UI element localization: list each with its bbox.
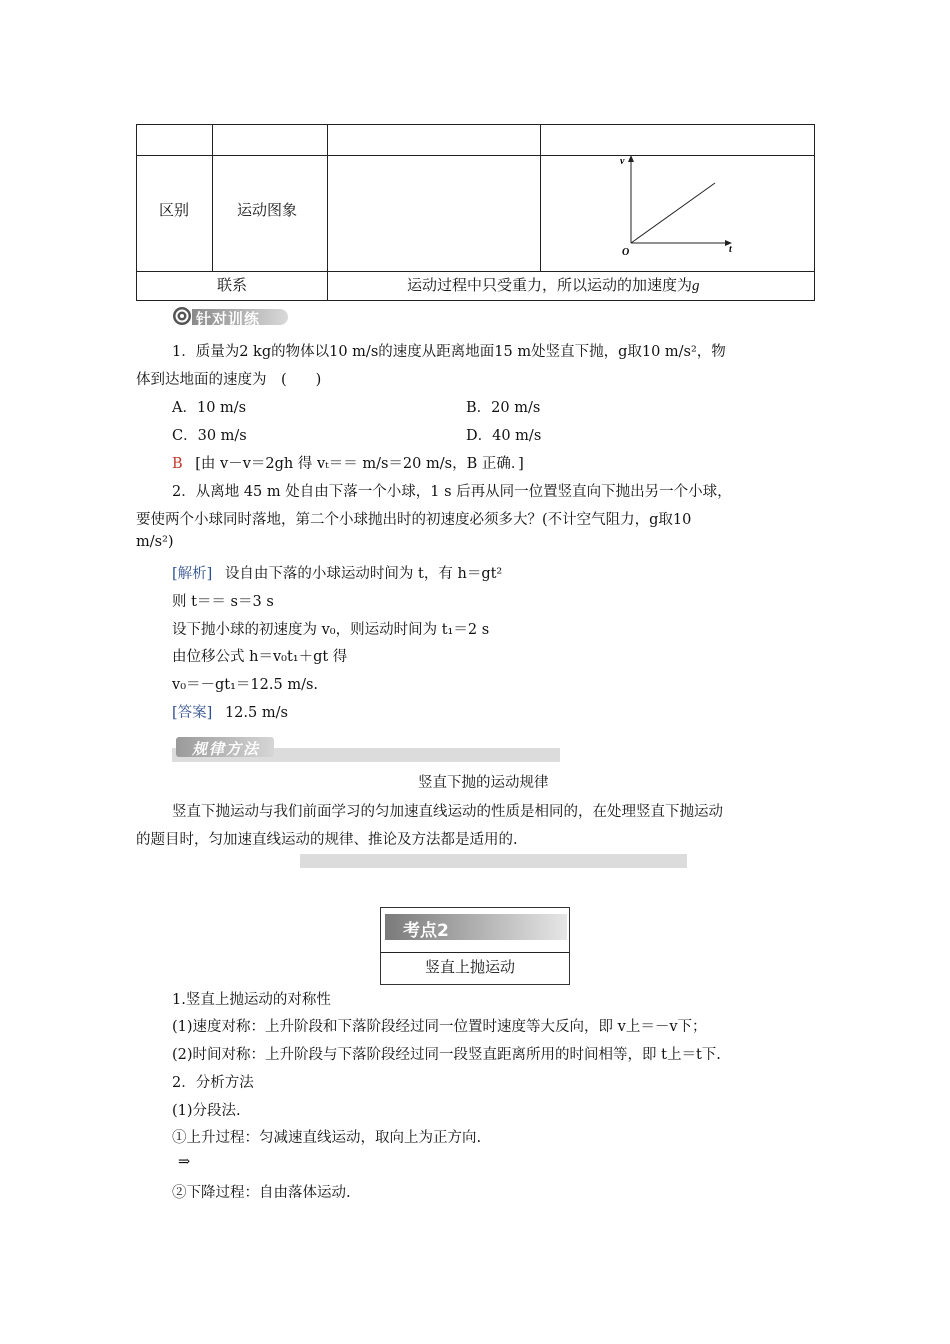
section-symmetry-2: (2)时间对称：上升阶段与下落阶段经过同一段竖直距离所用的时间相等，即 t上＝t下. bbox=[172, 1047, 721, 1063]
method-end-line bbox=[300, 854, 687, 868]
table-col-divider bbox=[212, 125, 213, 271]
jiexi-label: [解析] bbox=[172, 566, 213, 582]
q1-option-a: A．10 m/s bbox=[172, 400, 247, 416]
q2-solution-line1: [解析] 设自由下落的小球运动时间为 t，有 h＝gt² bbox=[172, 566, 503, 582]
kaodian-label: 考点2 bbox=[403, 921, 449, 941]
method-segment-fall: ②下降过程：自由落体运动. bbox=[172, 1185, 351, 1201]
q2-stem-line3: m/s²) bbox=[136, 534, 174, 550]
q2-solution-line3: 设下抛小球的初速度为 v₀，则运动时间为 t₁＝2 s bbox=[172, 622, 490, 638]
g-var: g bbox=[692, 278, 700, 294]
q2-solution-line2: 则 t＝＝ s＝3 s bbox=[172, 594, 274, 610]
q2-answer: [答案] 12.5 m/s bbox=[172, 705, 288, 721]
method-banner-label: 规律方法 bbox=[192, 740, 261, 758]
table-row-divider bbox=[137, 271, 814, 272]
method-title: 竖直下抛的运动规律 bbox=[418, 775, 549, 791]
q2-solution-line4: 由位移公式 h＝v₀t₁＋gt 得 bbox=[172, 649, 348, 665]
method-segment: (1)分段法. bbox=[172, 1103, 241, 1119]
q2-stem-line1: 2．从离地 45 m 处自由下落一个小球，1 s 后再从同一位置竖直向下抛出另一个小球， bbox=[172, 484, 732, 500]
training-banner-label: 针对训练 bbox=[196, 310, 261, 328]
q1-stem-line1: 1．质量为2 kg的物体以10 m/s的速度从距离地面15 m处竖直下抛，g取10 m/s²，物 bbox=[172, 344, 726, 360]
method-segment-rise: ①上升过程：匀减速直线运动，取向上为正方向. bbox=[172, 1130, 482, 1146]
kaodian-divider bbox=[381, 952, 569, 953]
row-label: 区别 bbox=[159, 201, 190, 219]
table-col-divider bbox=[327, 125, 328, 301]
method-para-line2: 的题目时，匀加速直线运动的规律、推论及方法都是适用的. bbox=[136, 832, 518, 848]
q1-answer bbox=[172, 452, 524, 473]
answer-label: [答案] bbox=[172, 705, 213, 721]
q1-option-d: D．40 m/s bbox=[466, 428, 542, 444]
implies-arrow: ⇒ bbox=[178, 1154, 191, 1170]
q1-option-b: B．20 m/s bbox=[466, 400, 541, 416]
kaodian-box bbox=[380, 907, 570, 985]
origin-label: O bbox=[622, 247, 630, 258]
comparison-table bbox=[136, 124, 815, 301]
link-label: 联系 bbox=[217, 276, 248, 294]
kaodian-title: 竖直上抛运动 bbox=[425, 958, 516, 976]
q1-option-c: C．30 m/s bbox=[172, 428, 247, 444]
training-banner bbox=[172, 307, 288, 328]
motion-graph-label: 运动图象 bbox=[237, 201, 298, 219]
q1-answer-explain: [由 v－v＝2gh 得 vₜ＝＝ m/s＝20 m/s，B 正确．] bbox=[195, 456, 524, 472]
link-text: 运动过程中只受重力，所以运动的加速度为g bbox=[407, 276, 700, 294]
table-col-divider bbox=[540, 125, 541, 271]
q1-answer-letter: B bbox=[172, 456, 183, 472]
t-axis-label: t bbox=[729, 244, 732, 255]
method-para-line1: 竖直下抛运动与我们前面学习的匀加速直线运动的性质是相同的，在处理竖直下抛运动 bbox=[172, 804, 723, 820]
target-icon bbox=[172, 306, 192, 326]
q1-stem-line2: 体到达地面的速度为 ( ) bbox=[136, 372, 322, 388]
q2-stem-line2: 要使两个小球同时落地，第二个小球抛出时的初速度必须多大？(不计空气阻力，g取10 bbox=[136, 512, 692, 528]
v-axis-label: v bbox=[620, 156, 625, 167]
q2-solution-line5: v₀＝－gt₁＝12.5 m/s. bbox=[172, 677, 319, 693]
velocity-time-graph bbox=[615, 153, 745, 261]
section-symmetry-1: (1)速度对称：上升阶段和下落阶段经过同一位置时速度等大反向，即 v上＝－v下； bbox=[172, 1019, 707, 1035]
section-heading-1: 1.竖直上抛运动的对称性 bbox=[172, 992, 331, 1008]
section-heading-2: 2．分析方法 bbox=[172, 1075, 254, 1091]
